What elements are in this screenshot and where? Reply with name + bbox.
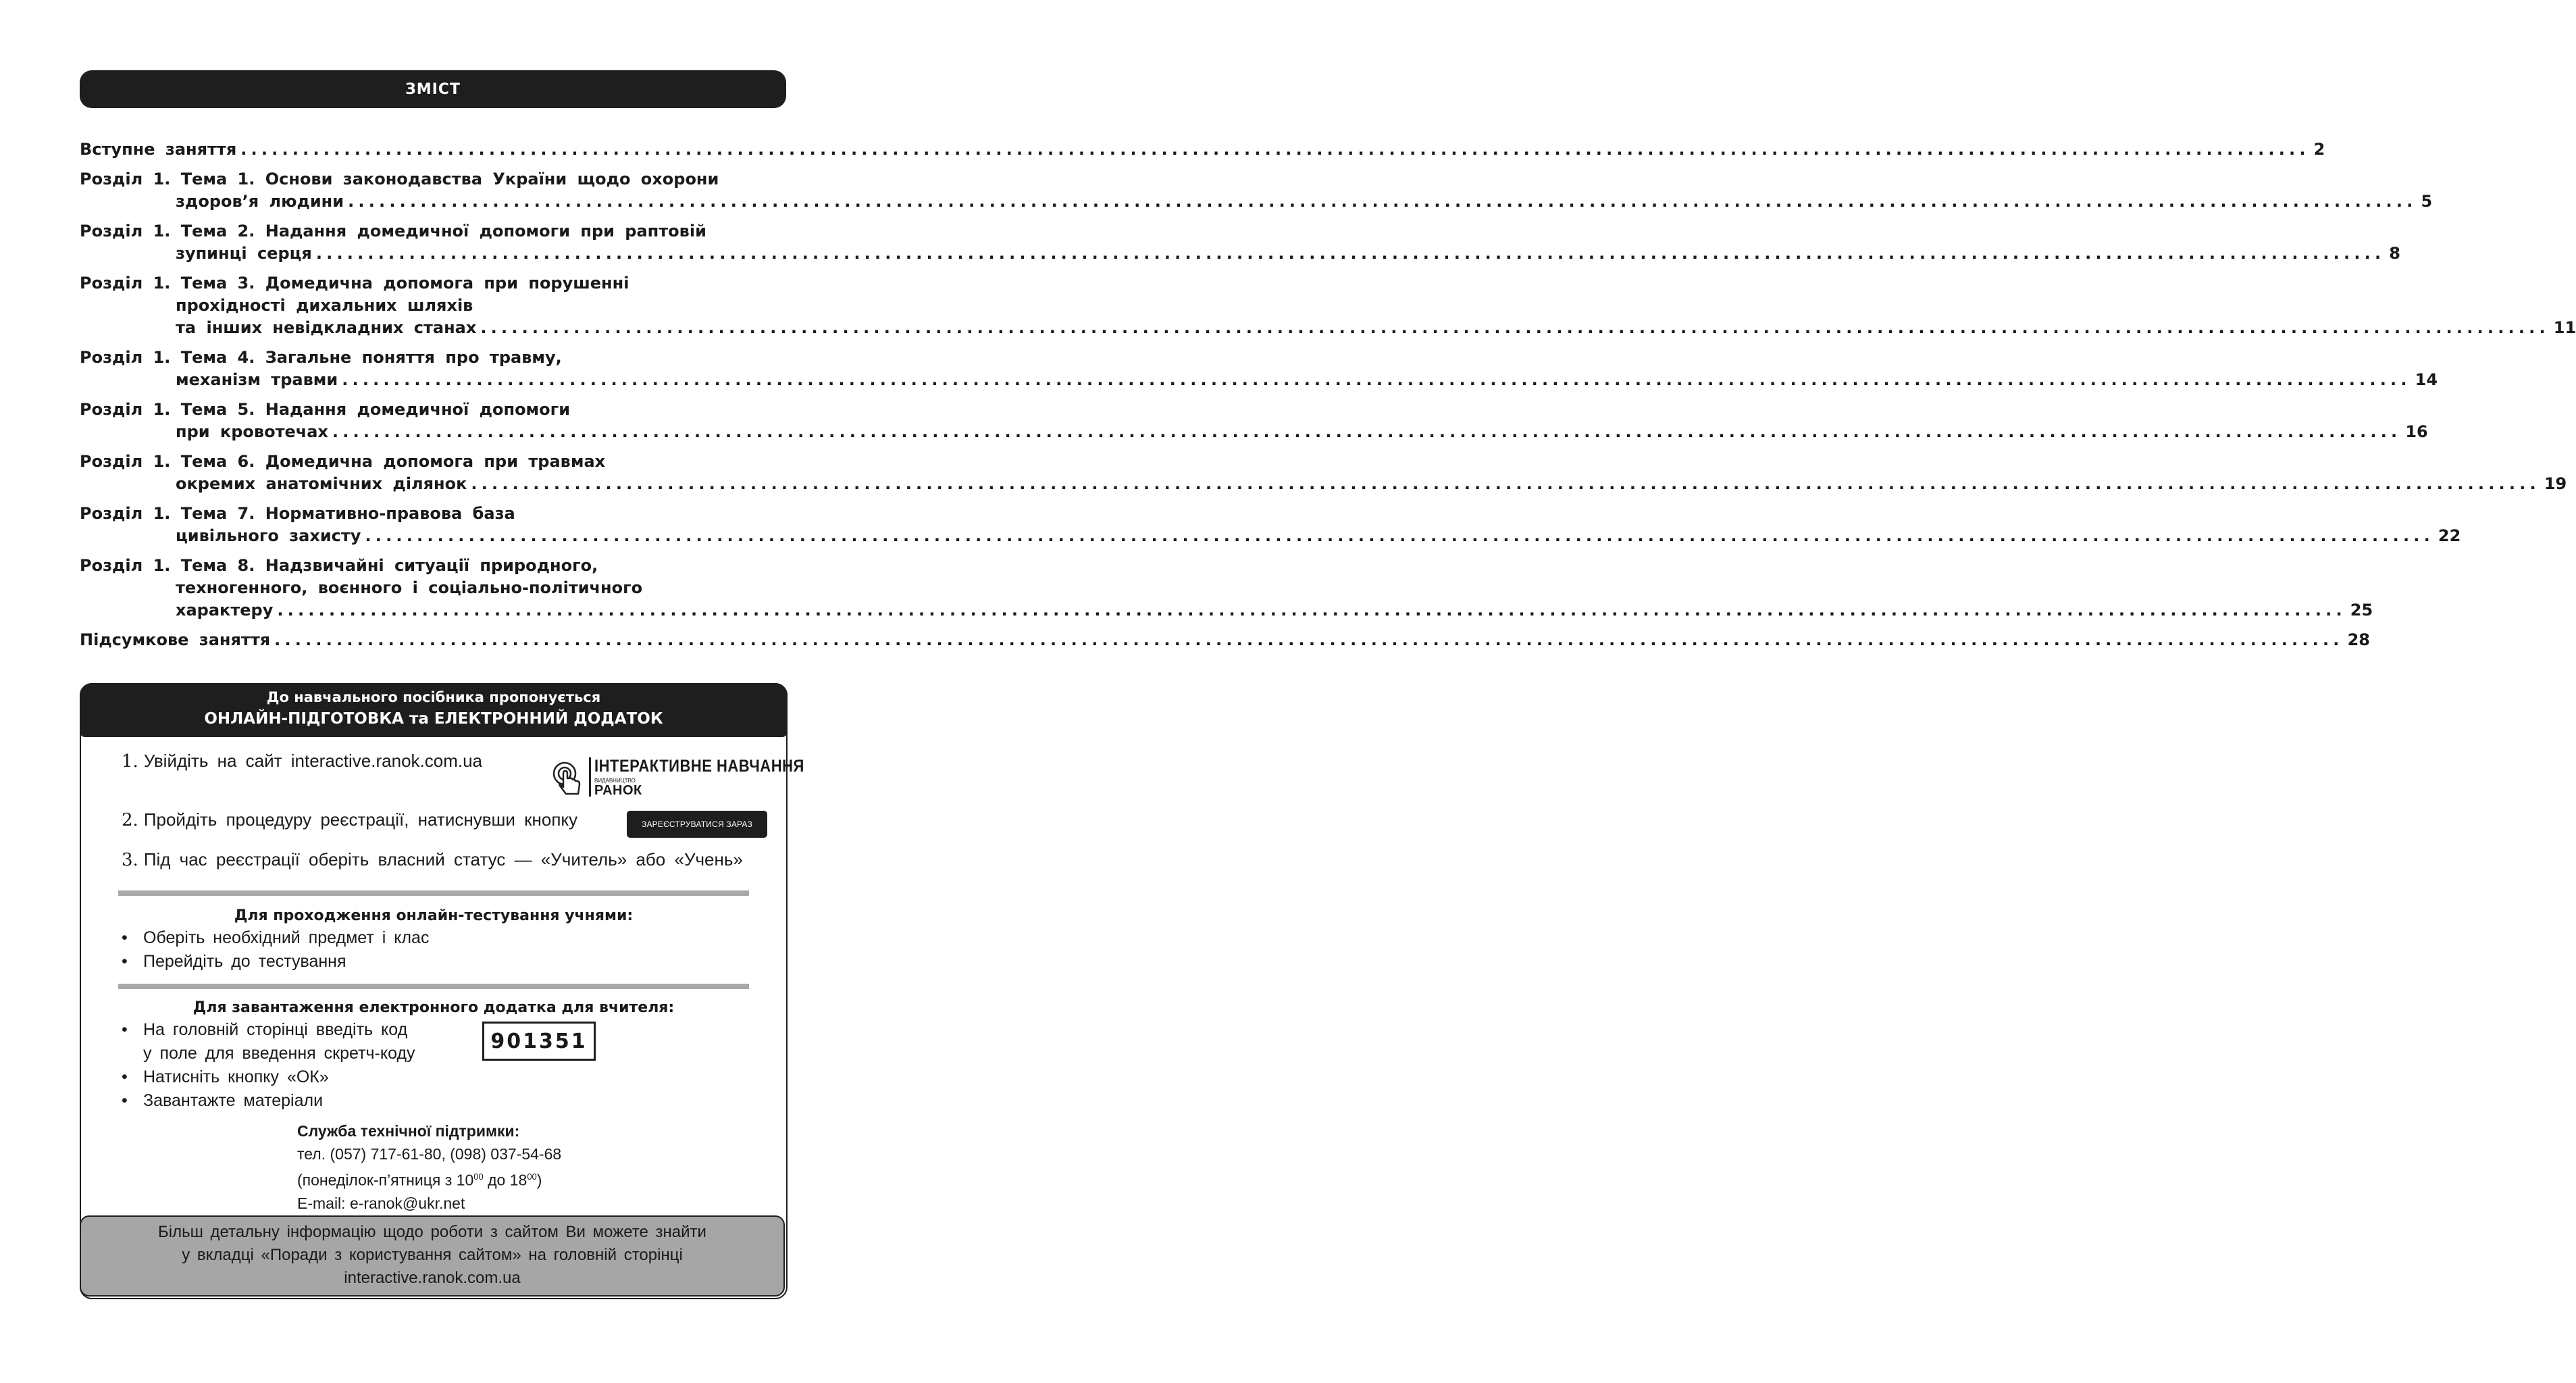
tech-support — [297, 1120, 561, 1215]
toc-page-number: 22 — [2438, 526, 2461, 545]
list-item: • Перейдіть до тестування — [122, 952, 346, 971]
toc-entry-title: Розділ 1. Тема 2. Надання домедичної допомоги при раптовій — [80, 222, 706, 241]
support-hours: (понеділок-п’ятниця з $10^{00}$ до $18^{00}$) — [297, 1171, 542, 1189]
toc-entry[interactable] — [80, 139, 2325, 161]
divider — [118, 984, 749, 989]
logo-brand-text: ІНТЕРАКТИВНЕ НАВЧАННЯ — [594, 756, 804, 776]
toc-line — [80, 555, 786, 577]
toc-entry-title: Розділ 1. Тема 6. Домедична допомога при травмах — [80, 452, 606, 471]
list-item: • На головній сторінці введіть код — [122, 1020, 408, 1039]
toc-line — [80, 191, 2433, 213]
toc-line — [80, 525, 2461, 547]
step-number: 3. — [122, 850, 138, 870]
toc-entry[interactable] — [80, 347, 2438, 391]
toc-entry-title: Розділ 1. Тема 8. Надзвичайні ситуації природного, — [80, 556, 598, 575]
toc-entry[interactable] — [80, 220, 2400, 265]
toc-line — [80, 473, 2567, 495]
toc-entry-title: при кровотечах — [176, 422, 328, 441]
toc-page-number: 16 — [2405, 422, 2428, 441]
support-email[interactable]: E-mail: e-ranok@ukr.net — [297, 1194, 465, 1212]
footer-line: Більш детальну інформацію щодо роботи з сайтом Ви можете знайти — [158, 1223, 706, 1241]
logo-ranok-text: РАНОК — [594, 783, 642, 798]
toc-entry-title: окремих анатомічних ділянок — [176, 474, 467, 493]
list-item-continuation: у поле для введення скретч-коду — [143, 1044, 415, 1063]
toc-page-number: 5 — [2421, 192, 2433, 211]
toc-page-number: 11 — [2553, 318, 2576, 337]
toc-line — [80, 629, 2370, 651]
step-text: Пройдіть процедуру реєстрації, натиснувши кнопку — [143, 809, 578, 830]
toc-entry-title: прохідності дихальних шляхів — [176, 296, 473, 315]
toc-page-number: 28 — [2347, 630, 2370, 649]
toc-entry-title: Розділ 1. Тема 1. Основи законодавства України щодо охорони — [80, 170, 719, 188]
page-title: ЗМІСТ — [405, 80, 461, 98]
toc-entry-title: характеру — [176, 601, 274, 620]
footer-note — [80, 1215, 785, 1297]
register-now-button[interactable]: ЗАРЕЄСТРУВАТИСЯ ЗАРАЗ — [627, 811, 767, 838]
toc-line — [80, 399, 786, 421]
toc-entry-title: зупинці серця — [176, 244, 312, 263]
online-panel-header — [80, 683, 788, 737]
toc-leader-dots: ........................................................................................................................................................................................................ — [365, 526, 2434, 545]
toc-entry[interactable] — [80, 503, 2461, 547]
toc-line — [80, 577, 786, 599]
toc-entry-title: механізм травми — [176, 370, 338, 389]
toc-entry[interactable] — [80, 629, 2370, 651]
toc-entry-title: Підсумкове заняття — [80, 630, 271, 649]
toc-line — [80, 220, 786, 243]
toc-entry-title: Вступне заняття — [80, 140, 237, 159]
toc-page-number: 25 — [2350, 601, 2373, 620]
toc-line — [80, 317, 2576, 339]
toc-leader-dots: ........................................................................................................................................................................................................ — [348, 192, 2417, 211]
toc-entry[interactable] — [80, 399, 2428, 443]
toc-entry[interactable] — [80, 555, 2373, 622]
toc-entry-title: Розділ 1. Тема 4. Загальне поняття про травму, — [80, 348, 562, 367]
scratch-code: 901351 — [482, 1022, 596, 1061]
support-phones: тел. (057) 717-61-80, (098) 037-54-68 — [297, 1145, 562, 1163]
step-3 — [122, 849, 743, 870]
toc-page-number: 19 — [2544, 474, 2567, 493]
online-header-line2: ОНЛАЙН-ПІДГОТОВКА та ЕЛЕКТРОННИЙ ДОДАТОК — [204, 710, 663, 728]
students-list — [122, 926, 429, 974]
step-2 — [122, 809, 577, 830]
toc-entry-title: техногенного, воєнного і соціально-політичного — [176, 578, 643, 597]
toc-leader-dots: ........................................................................................................................................................................................................ — [332, 422, 2402, 441]
toc-line — [80, 451, 786, 473]
toc-leader-dots: ........................................................................................................................................................................................................ — [471, 474, 2540, 493]
toc-leader-dots: ........................................................................................................................................................................................................ — [315, 244, 2386, 263]
toc-line — [80, 503, 786, 525]
toc-leader-dots: ........................................................................................................................................................................................................ — [277, 601, 2346, 620]
step-1 — [122, 751, 482, 772]
contents-title-bar — [80, 70, 786, 108]
footer-line: у вкладці «Поради з користування сайтом» на головній сторінці — [182, 1246, 683, 1264]
toc-leader-dots: ........................................................................................................................................................................................................ — [342, 370, 2411, 389]
toc-line — [80, 295, 786, 317]
toc-line — [80, 599, 2373, 622]
toc-entry-title: цивільного захисту — [176, 526, 361, 545]
toc-entry-title: здоров’я людини — [176, 192, 344, 211]
toc-line — [80, 168, 786, 191]
teachers-list — [122, 1018, 415, 1113]
toc-entry-title: Розділ 1. Тема 7. Нормативно-правова база — [80, 504, 515, 523]
step-number: 2. — [122, 810, 138, 830]
footer-link[interactable]: interactive.ranok.com.ua — [344, 1269, 521, 1287]
toc-line — [80, 243, 2400, 265]
table-of-contents — [80, 139, 2576, 659]
step-text: Увійдіть на сайт interactive.ranok.com.ua — [143, 751, 483, 771]
logo-publisher-text: ВИДАВНИЦТВО — [594, 778, 636, 784]
toc-entry[interactable] — [80, 168, 2433, 213]
list-item: • Оберіть необхідний предмет і клас — [122, 928, 430, 947]
toc-entry[interactable] — [80, 451, 2567, 495]
students-heading: Для проходження онлайн-тестування учнями: — [234, 907, 634, 924]
interactive-learning-logo[interactable] — [551, 753, 804, 801]
toc-line — [80, 421, 2428, 443]
list-item: • Завантажте матеріали — [122, 1091, 324, 1110]
toc-line — [80, 347, 786, 369]
toc-entry-title: Розділ 1. Тема 5. Надання домедичної допомоги — [80, 400, 571, 419]
toc-line — [80, 272, 786, 295]
online-header-line1: До навчального посібника пропонується — [266, 689, 601, 705]
toc-leader-dots: ........................................................................................................................................................................................................ — [240, 140, 2310, 159]
toc-entry[interactable] — [80, 272, 2576, 339]
toc-leader-dots: ........................................................................................................................................................................................................ — [274, 630, 2344, 649]
teachers-heading: Для завантаження електронного додатка для вчителя: — [192, 999, 675, 1016]
toc-line — [80, 139, 2325, 161]
toc-page-number: 14 — [2415, 370, 2438, 389]
toc-leader-dots: ........................................................................................................................................................................................................ — [480, 318, 2550, 337]
step-text: Під час реєстрації оберіть власний статус — «Учитель» або «Учень» — [143, 849, 743, 870]
support-heading: Служба технічної підтримки: — [297, 1122, 520, 1140]
touch-hand-icon — [551, 760, 588, 797]
toc-line — [80, 369, 2438, 391]
toc-entry-title: та інших невідкладних станах — [176, 318, 477, 337]
step-number: 1. — [122, 751, 138, 772]
toc-page-number: 2 — [2313, 140, 2325, 159]
logo-divider — [589, 757, 591, 797]
toc-page-number: 8 — [2389, 244, 2400, 263]
divider — [118, 890, 749, 896]
online-info-panel — [80, 683, 804, 1299]
list-item: • Натисніть кнопку «ОК» — [122, 1067, 329, 1086]
toc-entry-title: Розділ 1. Тема 3. Домедична допомога при порушенні — [80, 274, 629, 293]
